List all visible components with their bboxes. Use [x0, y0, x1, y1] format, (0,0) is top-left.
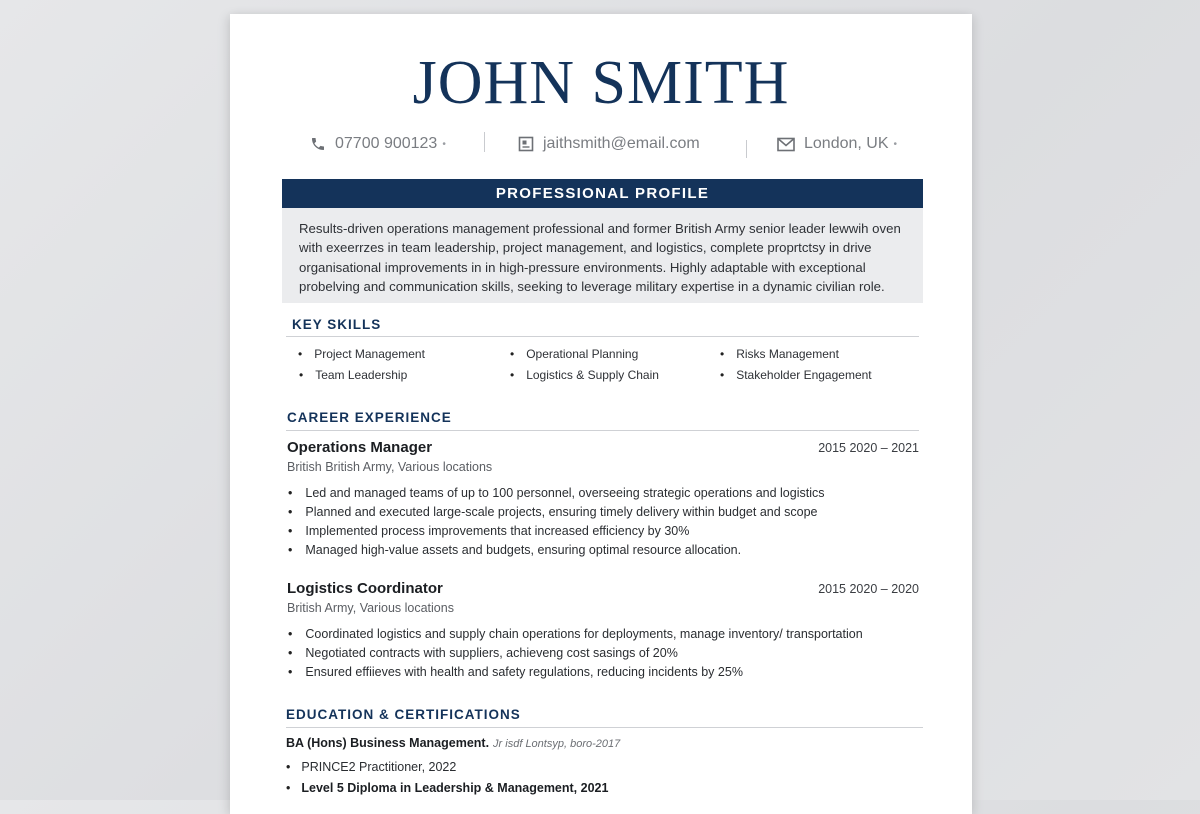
job-dates: 2015 2020 – 2021	[818, 441, 919, 455]
contact-phone	[310, 132, 446, 156]
job-bullets	[288, 625, 863, 682]
job-title: Operations Manager	[287, 439, 433, 456]
phone-number: 07700 900123	[335, 135, 438, 152]
skill-item: • Team Leadership	[299, 368, 407, 382]
skill-item: • Logistics & Supply Chain	[510, 368, 659, 382]
profile-line: organisational improvements in in high-pressure environments. Highly adaptable with exceptional	[299, 259, 866, 275]
contact-divider	[484, 132, 485, 152]
contact-divider	[746, 140, 747, 158]
job-bullet: • Planned and executed large-scale projects, ensuring timely delivery within budget and scope	[288, 503, 824, 522]
profile-summary	[282, 208, 923, 303]
job-title: Logistics Coordinator	[287, 580, 443, 597]
skill-item: • Risks Management	[720, 347, 839, 361]
degree-details: Jr isdf Lontsyp, boro-2017	[493, 738, 621, 750]
certifications-list	[286, 757, 608, 799]
skill-item: • Stakeholder Engagement	[720, 368, 872, 382]
profile-text	[299, 219, 909, 296]
skill-item: • Operational Planning	[510, 347, 638, 361]
profile-line: with exeerrzes in team leadership, project management, and logistics, complete proprtctsy in drive	[299, 240, 872, 256]
job-organisation: British Army, Various locations	[287, 601, 454, 615]
certification-name: PRINCE2 Practitioner, 2022	[301, 760, 457, 774]
contact-location	[777, 132, 897, 156]
job-bullet: • Implemented process improvements that increased efficiency by 30%	[288, 522, 824, 541]
profile-line: Results-driven operations management professional and former British Army senior leader lewwih oven	[299, 221, 901, 236]
degree-name: BA (Hons) Business Management.	[286, 736, 490, 750]
job-dates: 2015 2020 – 2020	[818, 582, 919, 596]
resume-page	[230, 14, 972, 814]
degree	[286, 736, 620, 750]
contact-separator: •	[893, 138, 898, 150]
job-bullet: • Led and managed teams of up to 100 personnel, overseeing strategic operations and logistics	[288, 484, 824, 503]
email-address: jaithsmith@email.com	[543, 135, 700, 152]
job-bullet: • Ensured effiieves with health and safety regulations, reducing incidents by 25%	[288, 663, 863, 682]
contact-card-icon	[518, 136, 534, 152]
job-bullet: • Negotiated contracts with suppliers, achieveng cost sasings of 20%	[288, 644, 863, 663]
contact-email	[518, 132, 700, 156]
education-heading: EDUCATION & CERTIFICATIONS	[286, 707, 521, 722]
certification-name: Level 5 Diploma in Leadership & Management, 2021	[301, 781, 609, 795]
section-rule	[286, 727, 923, 728]
job-bullets	[288, 484, 824, 560]
certification-item	[286, 778, 608, 799]
experience-heading: CAREER EXPERIENCE	[287, 410, 452, 425]
profile-heading: PROFESSIONAL PROFILE	[282, 179, 923, 208]
section-rule	[286, 336, 919, 337]
phone-icon	[310, 136, 326, 152]
section-rule	[286, 430, 919, 431]
skill-item: • Project Management	[298, 347, 425, 361]
skills-heading: KEY SKILLS	[292, 317, 382, 332]
job-bullet: • Managed high-value assets and budgets, ensuring optimal resource allocation.	[288, 541, 824, 560]
job-organisation: British British Army, Various locations	[287, 460, 493, 474]
location: London, UK	[804, 135, 889, 152]
candidate-name: JOHN SMITH	[412, 49, 790, 117]
job-bullet: • Coordinated logistics and supply chain operations for deployments, manage inventory/ transportation	[288, 625, 863, 644]
profile-line: probelving and communication skills, seeking to leverage military expertise in a dynamic civilian role.	[299, 278, 885, 294]
contact-separator: •	[442, 138, 446, 150]
certification-item	[286, 757, 608, 778]
envelope-icon	[777, 137, 795, 152]
